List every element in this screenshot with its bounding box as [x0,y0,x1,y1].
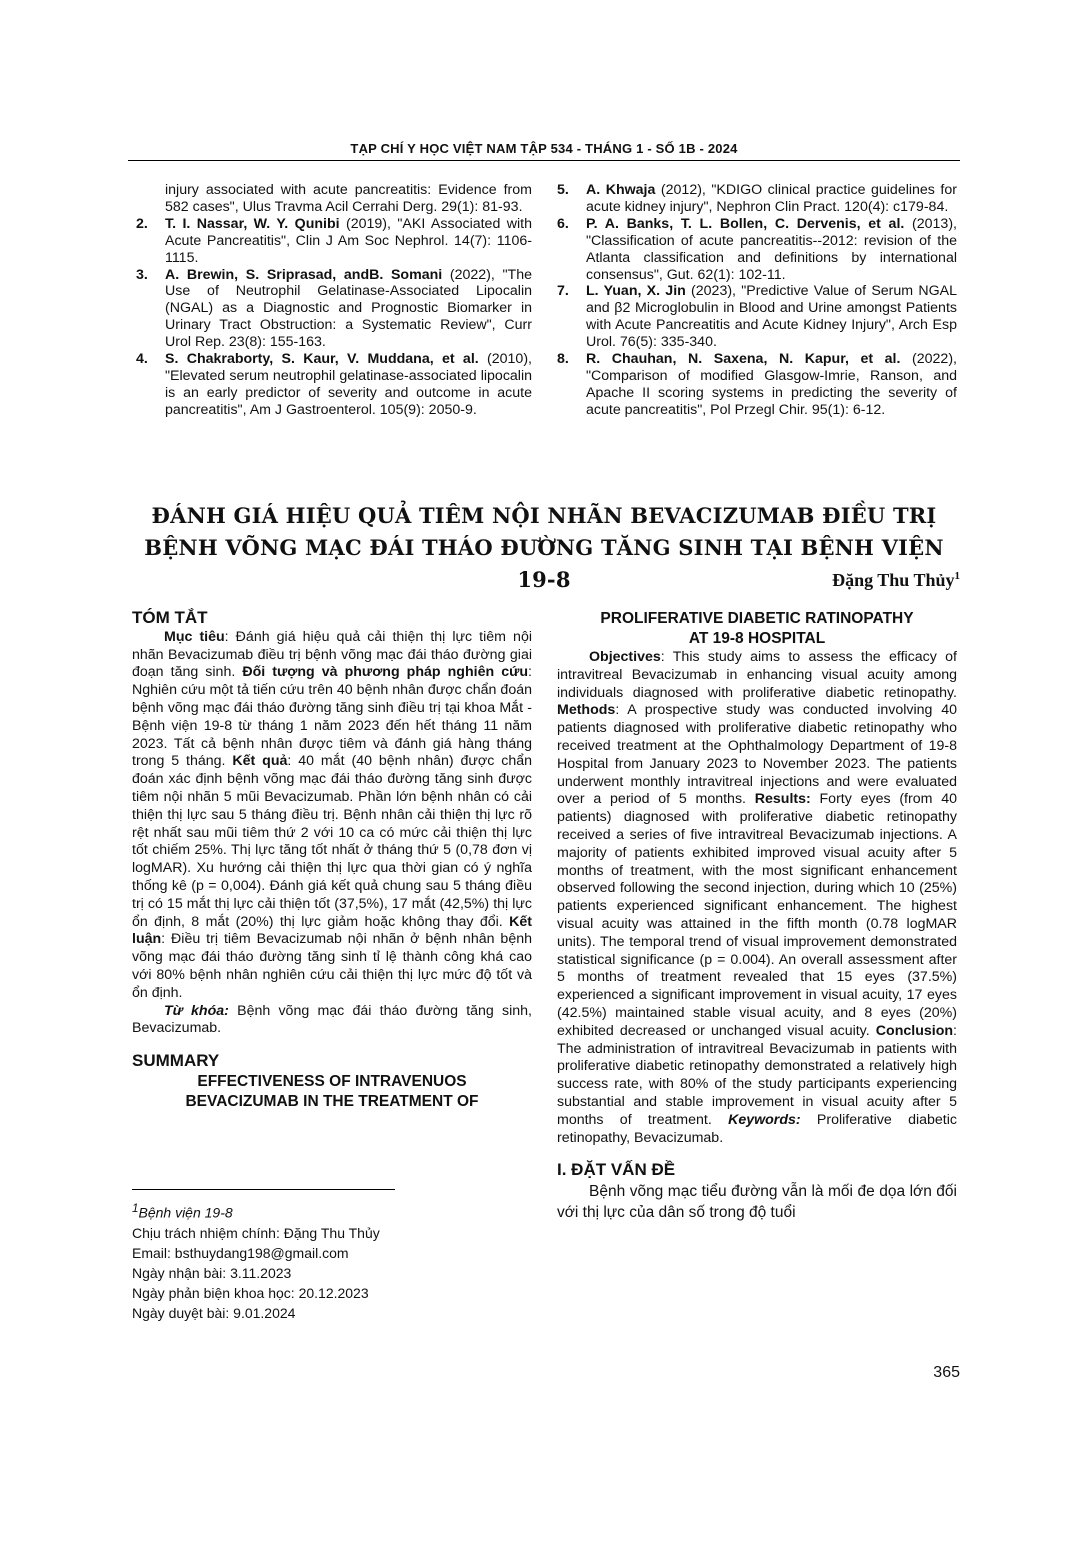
left-column [132,609,532,1112]
title-line: ĐÁNH GIÁ HIỆU QUẢ TIÊM NỘI NHÃN BEVACIZUMAB ĐIỀU TRỊ [151,503,937,528]
footnote-rule [132,1189,395,1190]
reference-item: 4. S. Chakraborty, S. Kaur, V. Muddana, et al. (2010), "Elevated serum neutrophil gelatinase-associated lipocalin is an early predictor of severity and outcome in acute pancreatitis", Am J Gastroenterol. 105(9): 2050-9. [136,351,532,418]
reference-item: 2. T. I. Nassar, W. Y. Qunibi (2019), "AKI Associated with Acute Pancreatitis", Clin J Am Soc Nephrol. 14(7): 1106-1115. [136,215,532,266]
title-line: BỆNH VÕNG MẠC ĐÁI THÁO ĐƯỜNG TĂNG SINH TẠI BỆNH VIỆN 19-8 [144,535,944,592]
right-column [557,609,957,1223]
intro-heading: I. ĐẶT VẤN ĐỀ [557,1160,676,1180]
affiliation: $^1$Bệnh viện 19-8 [132,1202,233,1221]
footnote [132,1199,532,1323]
abstract-paragraph: Mục tiêu: Đánh giá hiệu quả cải thiện thị lực tiêm nội nhãn Bevacizumab điều trị bệnh võng mạc đái tháo đường giai đoạn tăng sinh. Đối tượng và phương pháp nghiên cứu: Nghiên cứu một tả tiến cứu trên 40 bệnh nhân được chẩn đoán bệnh võng mạc đái tháo đường tăng sinh điều trị tại khoa Mắt - Bệnh viện 19-8 từ tháng 1 năm 2023 đến hết tháng 11 năm 2023. Tất cả bệnh nhân được tiêm và đánh giá hàng tháng trong 5 tháng. Kết quả: 40 mắt (40 bệnh nhân) được chẩn đoán xác định bệnh võng mạc đái tháo đường tăng sinh được tiêm nội nhãn 5 mũi Bevacizumab. Phần lớn bệnh nhân có cải thiện thị lực sau 5 tháng điều trị. Bệnh nhân cải thiện thị lực rõ rệt nhất sau mũi tiêm thứ 2 với 10 ca có mức cải thiện thị lực tốt chiếm 25%. Thị lực tăng tốt nhất ở tháng thứ 5 (0,78 đơn vị logMAR). Xu hướng cải thiện thị lực qua thời gian có ý nghĩa thống kê (p = 0,004). Đánh giá kết quả chung sau 5 tháng điều trị có 15 mắt thị lực cải thiện tốt (37,5%), 17 mắt (42,5%) thị lực ổn định, 8 mắt (20%) thị lực giảm hoặc không thay đổi. Kết luận: Điều trị tiêm Bevacizumab nội nhãn ở bệnh nhân bệnh võng mạc đái tháo đường tăng sinh tỉ lệ thành công khá cao với 80% bệnh nhân nghiên cứu cải thiện thị lực mức độ tốt và ổn định. [132,628,533,1001]
keywords-vi: Từ khóa: Bệnh võng mạc đái tháo đường tăng sinh, Bevacizumab. [132,1002,533,1037]
received-date: Ngày nhận bài: 3.11.2023 [132,1264,292,1281]
summary-heading: SUMMARY [132,1051,220,1071]
reference-item: injury associated with acute pancreatitis: Evidence from 582 cases", Ulus Travma Acil Cerrahi Derg. 29(1): 81-93. [165,182,532,215]
corresponding-author: Chịu trách nhiệm chính: Đặng Thu Thủy [132,1224,380,1241]
reference-item: 3. A. Brewin, S. Sriprasad, andB. Somani (2022), "The Use of Neutrophil Gelatinase-Associated Lipocalin (NGAL) as a Diagnostic and Prognostic Biomarker in Urinary Tract Obstruction: a Systematic Review", Curr Urol Rep. 23(8): 155-163. [136,266,532,351]
journal-header: TẠP CHÍ Y HỌC VIỆT NAM TẬP 534 - THÁNG 1 - SỐ 1B - 2024 [350,141,738,156]
email: Email: bsthuydang198@gmail.com [132,1244,349,1261]
abstract-heading: TÓM TẮT [132,608,208,627]
intro-paragraph: Bệnh võng mạc tiểu đường vẫn là mối đe dọa lớn đối với thị lực của dân số trong độ tuổi [557,1183,957,1222]
reference-item: 6. P. A. Banks, T. L. Bollen, C. Dervenis, et al. (2013), "Classification of acute pancreatitis--2012: revision of the Atlanta classification and definitions by international consensus", Gut. 62(1): 102-11. [557,215,957,283]
review-date: Ngày phản biện khoa học: 20.12.2023 [132,1284,369,1301]
reference-item: 8. R. Chauhan, N. Saxena, N. Kapur, et al. (2022), "Comparison of modified Glasgow-Imrie, Ranson, and Apache II scoring systems in predicting the severity of acute pancreatitis", Pol Przegl Chir. 95(1): 6-12. [557,351,957,418]
author-name: Đặng Thu Thủy$^1$ [832,570,960,590]
summary-title-continued: PROLIFERATIVE DIABETIC RATINOPATHY AT 19-8 HOSPITAL [600,610,914,647]
references-right-column [557,182,957,419]
reference-item: 7. L. Yuan, X. Jin (2023), "Predictive Value of Serum NGAL and β2 Microglobulin in Blood and Urine amongst Patients with Acute Pancreatitis and Acute Kidney Injury", Arch Esp Urol. 76(5): 335-340. [557,283,957,351]
reference-item: 5. A. Khwaja (2012), "KDIGO clinical practice guidelines for acute kidney injury", Nephron Clin Pract. 120(4): c179-84. [557,182,957,215]
accepted-date: Ngày duyệt bài: 9.01.2024 [132,1304,296,1321]
summary-paragraph: Objectives: This study aims to assess the efficacy of intravitreal Bevacizumab in enhancing visual acuity among individuals diagnosed with proliferative diabetic retinopathy. Methods: A prospective study was conducted involving 40 patients diagnosed with proliferative diabetic retinopathy who received treatment at the Ophthalmology Department of 19-8 Hospital from January 2023 to November 2023. The patients underwent monthly intravitreal injections and were evaluated over a period of 5 months. Results: Forty eyes (from 40 patients) diagnosed with proliferative diabetic retinopathy received a series of five intravitreal Bevacizumab injections. A majority of patients exhibited improved visual acuity after 5 months of treatment, with the most significant enhancement observed following the second injection, during which 10 (25%) patients experienced significant enhancement. The highest visual acuity was attained in the fifth month (0.78 logMAR units). The temporal trend of visual improvement demonstrated statistical significance (p = 0.004). An overall assessment after 5 months of treatment revealed that 15 eyes (37.5%) experienced a significant improvement in visual acuity, 17 eyes (42.5%) maintained stable visual acuity, and 8 eyes (20%) exhibited decreased or unchanged visual acuity. Conclusion: The administration of intravitreal Bevacizumab in patients with proliferative diabetic retinopathy demonstrated a relatively high success rate, with 80% of the study participants experiencing substantial and stable improvement in visual acuity after 5 months of treatment. Keywords: Proliferative diabetic retinopathy, Bevacizumab. [557,649,957,1146]
page-number: 365 [933,1364,960,1381]
references-left-column [136,182,532,419]
header-rule [128,160,960,161]
summary-title: EFFECTIVENESS OF INTRAVENUOS BEVACIZUMAB IN THE TREATMENT OF [185,1072,479,1110]
